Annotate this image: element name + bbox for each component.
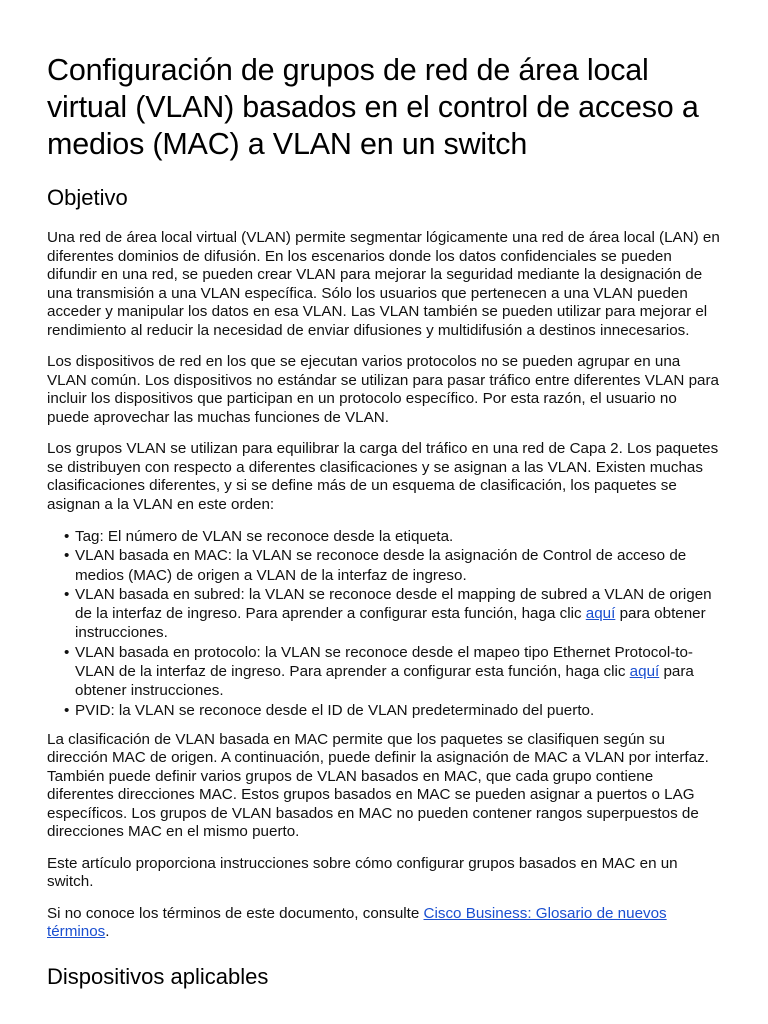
paragraph-vlan-intro: Una red de área local virtual (VLAN) permite segmentar lógicamente una red de área local (LAN) en diferentes dominios de difusión. En los escenarios donde los datos confidenciales se pueden difundir en una red, se pueden crear VLAN para mejorar la seguridad mediante la designación de una transmisión a una VLAN específica. Sólo los usuarios que pertenecen a una VLAN pueden acceder y manipular los datos en esa VLAN. Las VLAN también se pueden utilizar para mejorar el rendimiento al reducir la necesidad de enviar difusiones y multidifusión a destinos innecesarios. — [47, 229, 720, 339]
protocol-vlan-link[interactable]: aquí — [629, 663, 660, 681]
list-item-text: VLAN basada en MAC: la VLAN se reconoce desde la asignación de Control de acceso de medios (MAC) de origen a VLAN de la interfaz de ingreso. — [75, 547, 687, 584]
list-item-text: para obtener instrucciones. — [75, 663, 694, 700]
bullet-icon: • — [64, 547, 70, 565]
section-heading-dispositivos: Dispositivos aplicables — [47, 963, 269, 989]
section-heading-objetivo: Objetivo — [47, 185, 128, 210]
list-item-text: VLAN basada en subred: la VLAN se reconoce desde el mapping de subred a VLAN de origen de la interfaz de ingreso. Para aprender a configurar esta función, haga clic — [75, 585, 712, 623]
glossary-trailing-text: . — [105, 923, 110, 941]
paragraph-article-purpose: Este artículo proporciona instrucciones sobre cómo configurar grupos basados en MAC en un switch. — [47, 854, 678, 891]
list-item-text: para obtener instrucciones. — [75, 605, 706, 642]
classification-list — [47, 527, 722, 720]
bullet-icon: • — [64, 528, 70, 545]
paragraph-glossary — [47, 905, 722, 942]
list-item — [64, 643, 722, 701]
paragraph-mac-classification: La clasificación de VLAN basada en MAC permite que los paquetes se clasifiquen según su dirección MAC de origen. A continuación, puede definir la asignación de MAC a VLAN por interfaz. También puede definir varios grupos de VLAN basados en MAC, que cada grupo contiene diferentes direcciones MAC. Estos grupos basados en MAC se pueden asignar a puertos o LAG específicos. Los grupos de VLAN basados en MAC no pueden contener rangos superpuestos de direcciones MAC en el mismo puerto. — [47, 730, 709, 841]
list-item-text: PVID: la VLAN se reconoce desde el ID de VLAN predeterminado del puerto. — [75, 701, 595, 719]
glossary-link[interactable]: Cisco Business: Glosario de nuevos términos — [47, 904, 667, 941]
list-item-text: VLAN basada en protocolo: la VLAN se reconoce desde el mapeo tipo Ethernet Protocol-to-VLAN de la interfaz de ingreso. Para aprender a configurar esta función, haga clic — [75, 643, 693, 681]
bullet-icon: • — [64, 643, 70, 661]
glossary-intro-text: Si no conoce los términos de este documento, consulte — [47, 904, 424, 922]
paragraph-vlan-groups: Los grupos VLAN se utilizan para equilibrar la carga del tráfico en una red de Capa 2. Los paquetes se distribuyen con respecto a diferentes clasificaciones y se asignan a las VLAN. Existen muchas clasificaciones diferentes, y si se define más de un esquema de clasificación, los paquetes se asignan a la VLAN en este orden: — [47, 440, 719, 513]
paragraph-protocols: Los dispositivos de red en los que se ejecutan varios protocolos no se pueden agrupar en una VLAN común. Los dispositivos no estándar se utilizan para pasar tráfico entre diferentes VLAN para incluir los dispositivos que participan en un protocolo específico. Por esta razón, el usuario no puede aprovechar las muchas funciones de VLAN. — [47, 353, 719, 426]
bullet-icon: • — [64, 701, 70, 719]
bullet-icon: • — [64, 585, 70, 603]
list-item — [64, 546, 722, 585]
list-item-text: Tag: El número de VLAN se reconoce desde la etiqueta. — [75, 528, 454, 545]
subnet-vlan-link[interactable]: aquí — [585, 605, 616, 623]
list-item — [64, 585, 722, 643]
page-title: Configuración de grupos de red de área local virtual (VLAN) basados en el control de acceso a medios (MAC) a VLAN en un switch — [47, 53, 699, 161]
list-item — [64, 527, 722, 546]
list-item — [64, 701, 722, 720]
